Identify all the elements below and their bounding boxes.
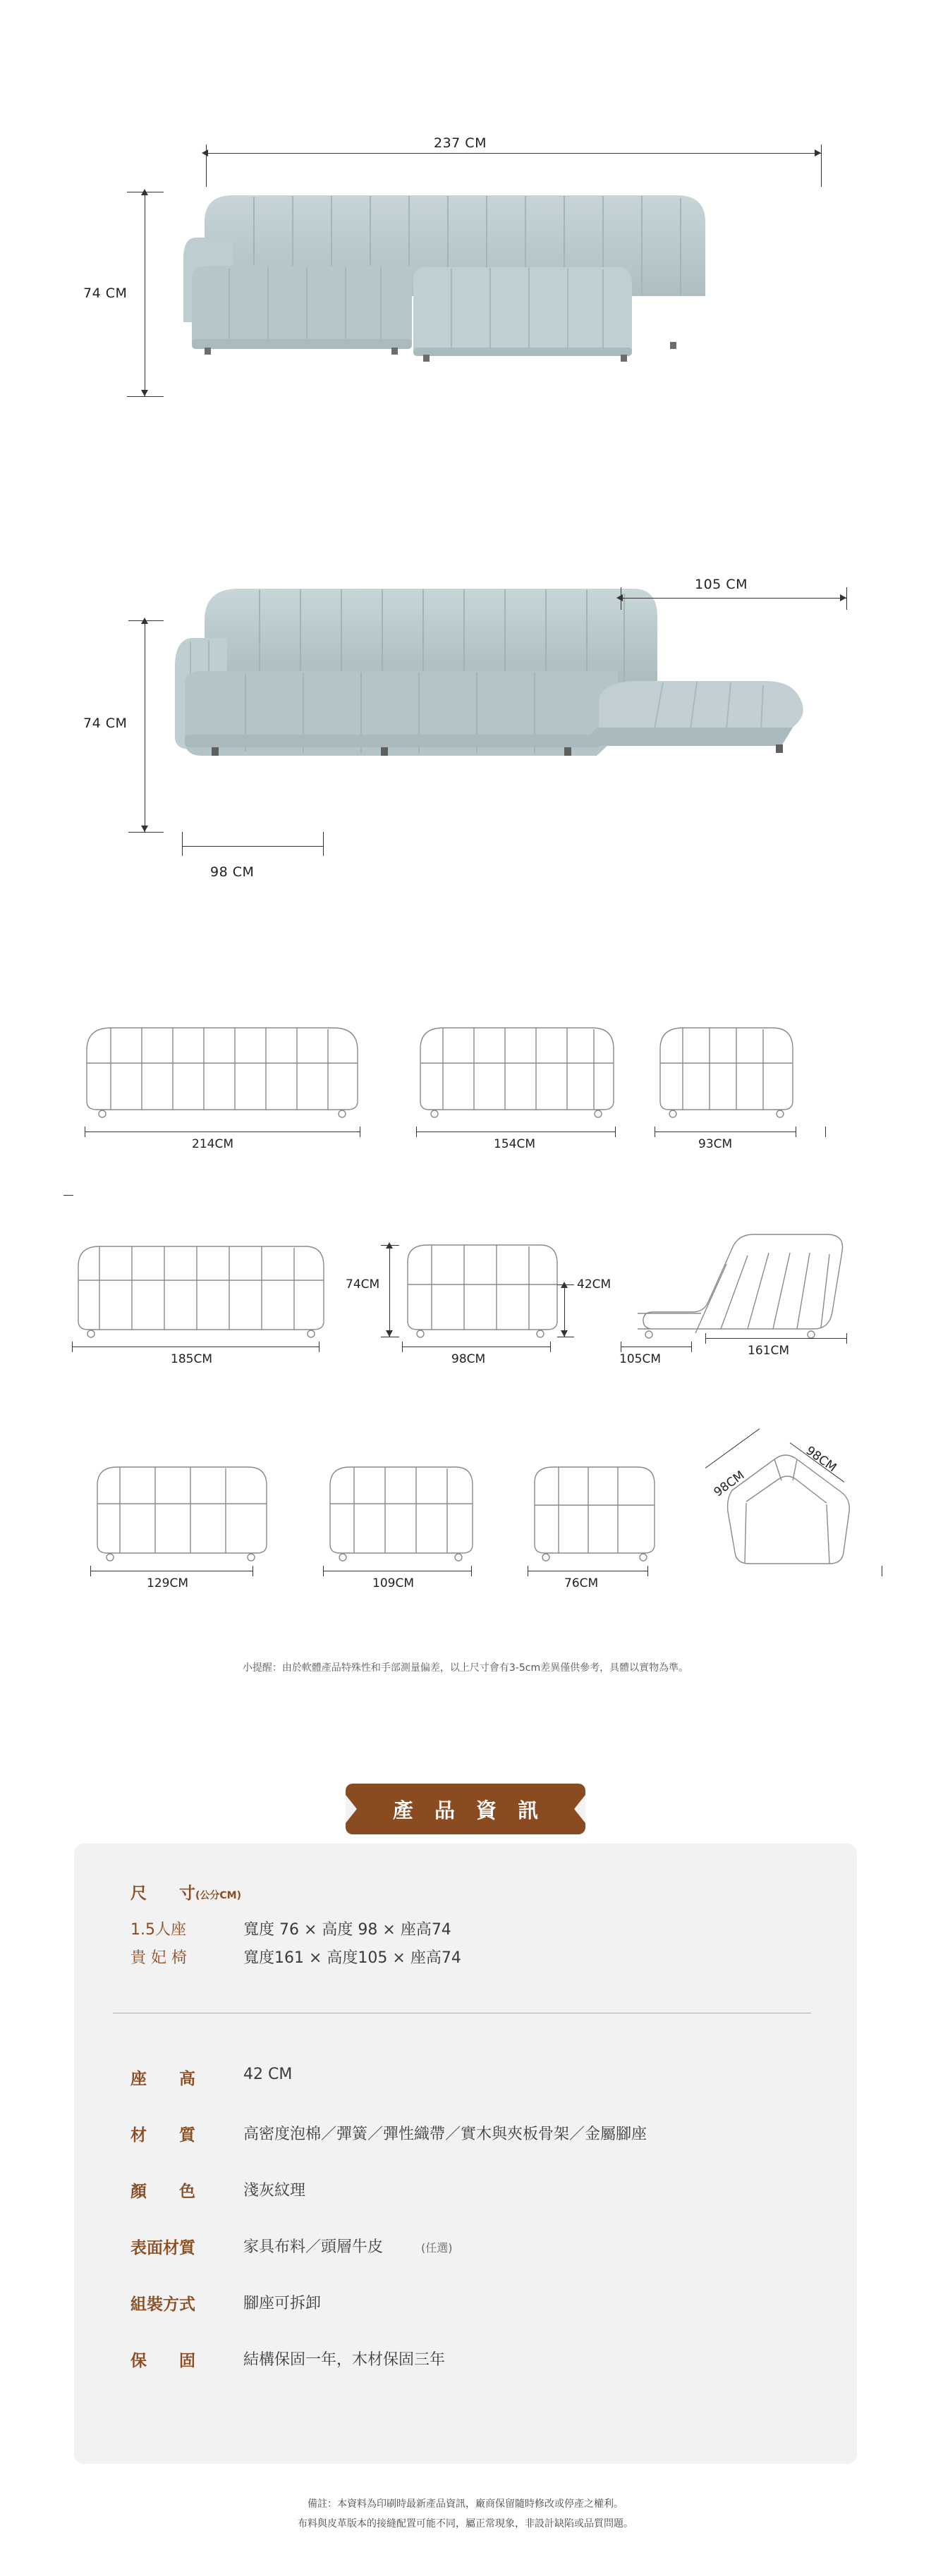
dim-label-74-module: 74CM <box>346 1277 380 1292</box>
dim-line-depth-105 <box>621 598 846 599</box>
outline-sofa-185 <box>67 1227 335 1354</box>
dim-label-corner-left: 98CM <box>711 1468 748 1500</box>
arrow-down-74-mid <box>141 826 148 832</box>
arrow-left-105 <box>616 594 623 601</box>
arrow-right-237 <box>815 149 821 157</box>
value-warranty: 結構保固一年，木材保固三年 <box>243 2351 446 2369</box>
arrow-down-42-module <box>561 1330 568 1337</box>
tick-right-98-mid <box>323 832 324 856</box>
tick-l-161 <box>705 1333 706 1344</box>
tick-extra-93 <box>825 1127 826 1137</box>
dim-label-93: 93CM <box>698 1137 733 1151</box>
tick-r-185 <box>319 1342 320 1352</box>
banner-notch-right <box>574 1795 585 1823</box>
tick-r-154 <box>615 1127 616 1137</box>
outline-2seater-154 <box>409 1008 621 1135</box>
dim-label-height-74-mid: 74 CM <box>83 716 128 731</box>
label-warranty: 保 固 <box>130 2352 195 2370</box>
tick-right-237 <box>821 145 822 187</box>
outline-3seater-214 <box>74 1008 370 1135</box>
dim-label-width-237: 237 CM <box>434 135 487 151</box>
value-color: 淺灰紋理 <box>243 2182 306 2200</box>
arrow-left-237 <box>202 149 208 157</box>
tick-r-109 <box>471 1566 472 1576</box>
dim-label-height-74-top: 74 CM <box>83 286 128 301</box>
tick-right-105 <box>846 587 847 610</box>
tick-r-161 <box>846 1333 847 1344</box>
tick-bottom-74 <box>127 396 164 397</box>
arrow-right-105 <box>840 594 846 601</box>
dim-label-width-98-mid: 98 CM <box>210 864 255 880</box>
value-surface-material-note: (任選) <box>421 2241 453 2255</box>
tick-l-185 <box>72 1342 73 1352</box>
label-seat-height: 座 高 <box>130 2070 195 2088</box>
label-size-text: 尺 寸 <box>130 1884 195 1903</box>
dim-line-width-237 <box>206 153 821 154</box>
label-size <box>130 1880 241 1903</box>
outline-module-98 <box>395 1227 578 1354</box>
value-surface-material: 家具布料／頭層牛皮 <box>243 2238 384 2256</box>
label-surface-material: 表面材質 <box>130 2239 195 2257</box>
outline-armchair-93 <box>649 1008 804 1135</box>
label-color: 顏 色 <box>130 2183 195 2201</box>
tick-top-42-module <box>557 1284 574 1285</box>
footnote-line-2: 布料與皮革版本的接縫配置可能不同，屬正常現象，非設計缺陷或品質問題。 <box>298 2518 633 2529</box>
outline-chair-109 <box>317 1449 494 1576</box>
product-info-title: 產 品 資 訊 <box>392 1798 546 1822</box>
dim-label-depth-105: 105 CM <box>695 577 748 592</box>
sofa-angle-photo <box>169 571 825 825</box>
value-material: 高密度泡棉／彈簧／彈性織帶／實木與夾板骨架／金屬腳座 <box>243 2126 647 2143</box>
tick-l-154 <box>416 1127 417 1137</box>
size-row-1-value: 寬度161 × 高度105 × 座高74 <box>243 1949 461 1967</box>
outline-corner-unit <box>691 1438 882 1579</box>
value-assembly: 腳座可拆卸 <box>243 2295 322 2312</box>
dim-label-corner-right: 98CM <box>803 1443 839 1476</box>
tick-r-105-row2 <box>691 1342 692 1352</box>
tick-r-129 <box>252 1566 253 1576</box>
tick-left-98-mid <box>182 832 183 856</box>
dim-line-42-module <box>564 1284 565 1337</box>
value-seat-height: 42 CM <box>243 2066 293 2083</box>
dim-label-76: 76CM <box>564 1576 599 1590</box>
product-info-banner <box>346 1784 585 1834</box>
size-row-0-name: 1.5人座 <box>130 1921 186 1939</box>
tip-note: 小提醒：由於軟體產品特殊性和手部測量偏差，以上尺寸會有3-5cm差異僅供參考，具體以實物為準。 <box>242 1662 689 1674</box>
size-row-0-value: 寬度 76 × 高度 98 × 座高74 <box>243 1921 451 1939</box>
tick-left-237 <box>206 145 207 187</box>
dim-line-width-98-mid <box>182 846 323 847</box>
tick-l-109 <box>323 1566 324 1576</box>
dim-label-42-module: 42CM <box>577 1277 611 1292</box>
dim-label-185: 185CM <box>171 1352 212 1366</box>
arrow-down-74-module <box>386 1330 393 1337</box>
tick-top-74-module <box>381 1245 399 1246</box>
tick-bottom-74-mid <box>128 832 164 833</box>
dim-line-93 <box>655 1131 796 1132</box>
banner-notch-left <box>346 1795 357 1823</box>
dim-line-154 <box>416 1131 615 1132</box>
tick-l-98-row2 <box>402 1342 403 1352</box>
sofa-front-photo <box>176 173 769 412</box>
dim-line-214 <box>85 1131 360 1132</box>
size-row-1-name: 貴 妃 椅 <box>130 1949 187 1967</box>
dim-label-105-row2: 105CM <box>619 1352 661 1366</box>
tick-top-74-mid <box>128 620 164 621</box>
dim-line-161-row2 <box>705 1338 846 1339</box>
label-size-unit: (公分CM) <box>195 1890 242 1901</box>
arrow-down-74-top <box>141 390 148 396</box>
dim-label-161: 161CM <box>748 1344 789 1358</box>
product-info-panel <box>74 1844 857 2464</box>
dim-label-98-row2: 98CM <box>451 1352 486 1366</box>
tick-far-left-185 <box>63 1195 73 1196</box>
label-material: 材 質 <box>130 2126 195 2145</box>
tick-r-98-row2 <box>550 1342 551 1352</box>
dim-line-74-module <box>389 1245 390 1337</box>
footnote-line-1: 備註：本資料為印刷時最新產品資訊，廠商保留隨時修改或停產之權利。 <box>308 2498 623 2510</box>
tick-l-129 <box>90 1566 91 1576</box>
dim-label-214: 214CM <box>192 1137 233 1151</box>
outline-loveseat-129 <box>85 1449 282 1576</box>
dim-label-109: 109CM <box>372 1576 414 1590</box>
tick-r-76 <box>647 1566 648 1576</box>
outline-unit-76 <box>522 1449 670 1576</box>
dim-label-154: 154CM <box>494 1137 535 1151</box>
dim-label-129: 129CM <box>147 1576 188 1590</box>
label-assembly: 組裝方式 <box>130 2295 195 2314</box>
outline-chaise-161 <box>621 1223 853 1357</box>
